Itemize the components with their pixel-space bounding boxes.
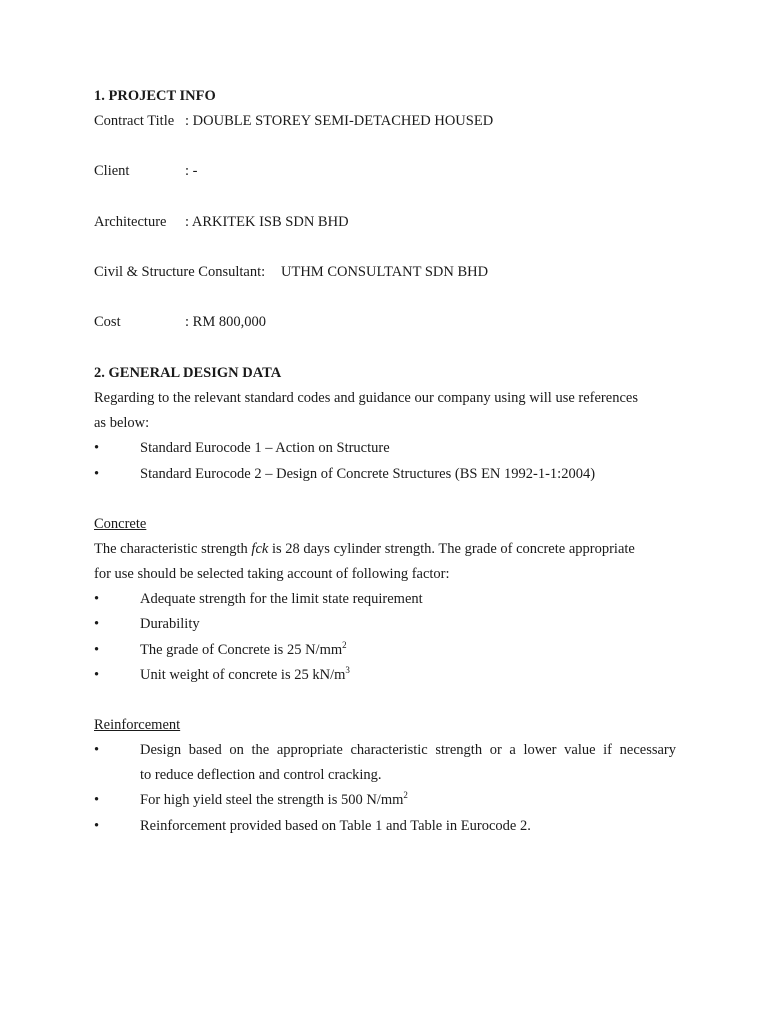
bullet-symbol: • bbox=[94, 591, 100, 607]
bullet-symbol: • bbox=[94, 667, 100, 683]
bullet-symbol: • bbox=[94, 466, 100, 482]
concrete-bullet-item: Adequate strength for the limit state requirement bbox=[140, 591, 423, 607]
client-label: Client bbox=[94, 163, 130, 179]
concrete-bullet-item bbox=[140, 665, 350, 685]
consultant-label: Civil & Structure Consultant: bbox=[94, 264, 266, 280]
superscript: 3 bbox=[345, 665, 350, 675]
contract-title-label: Contract Title bbox=[94, 113, 175, 129]
standard-item: Standard Eurocode 1 – Action on Structure bbox=[140, 440, 390, 456]
superscript: 2 bbox=[342, 640, 347, 650]
steel-strength-text: For high yield steel the strength is 500 N/mm bbox=[140, 792, 404, 808]
concrete-bullet-item: Durability bbox=[140, 616, 200, 632]
concrete-para-suffix: is 28 days cylinder strength. The grade of concrete appropriate bbox=[268, 541, 635, 557]
superscript: 2 bbox=[403, 790, 408, 800]
reinforcement-bullet-line-1: Design based on the appropriate characteristic strength or a lower value if necessary bbox=[140, 742, 676, 758]
reinforcement-bullet-item: Reinforcement provided based on Table 1 and Table in Eurocode 2. bbox=[140, 818, 531, 834]
subheading-concrete: Concrete bbox=[94, 516, 147, 532]
bullet-symbol: • bbox=[94, 616, 100, 632]
architecture-label: Architecture bbox=[94, 214, 167, 230]
intro-line-1: Regarding to the relevant standard codes and guidance our company using will use references bbox=[94, 390, 638, 406]
cost-label: Cost bbox=[94, 314, 121, 330]
cost-value: : RM 800,000 bbox=[185, 314, 266, 330]
concrete-weight-text: Unit weight of concrete is 25 kN/m bbox=[140, 667, 346, 683]
client-value: : - bbox=[185, 163, 198, 179]
concrete-para-prefix: The characteristic strength bbox=[94, 541, 252, 557]
consultant-value: UTHM CONSULTANT SDN BHD bbox=[281, 264, 489, 280]
contract-title-value: : DOUBLE STOREY SEMI-DETACHED HOUSED bbox=[185, 113, 494, 129]
bullet-symbol: • bbox=[94, 818, 100, 834]
bullet-symbol: • bbox=[94, 642, 100, 658]
concrete-bullet-item bbox=[140, 640, 347, 660]
reinforcement-bullet-item bbox=[140, 790, 408, 810]
section-heading-project-info: 1. PROJECT INFO bbox=[94, 88, 216, 104]
standard-item: Standard Eurocode 2 – Design of Concrete Structures (BS EN 1992-1-1:2004) bbox=[140, 466, 596, 482]
concrete-para-italic: fck bbox=[251, 541, 269, 557]
concrete-paragraph-line-1 bbox=[94, 539, 635, 559]
bullet-symbol: • bbox=[94, 742, 100, 758]
contract-title-row bbox=[94, 111, 174, 131]
subheading-reinforcement: Reinforcement bbox=[94, 717, 181, 733]
architecture-value: : ARKITEK ISB SDN BHD bbox=[185, 214, 349, 230]
concrete-grade-text: The grade of Concrete is 25 N/mm bbox=[140, 642, 343, 658]
intro-line-2: as below: bbox=[94, 415, 150, 431]
section-heading-general-design: 2. GENERAL DESIGN DATA bbox=[94, 365, 282, 381]
reinforcement-bullet-line-2: to reduce deflection and control cracking. bbox=[140, 767, 382, 783]
bullet-symbol: • bbox=[94, 440, 100, 456]
bullet-symbol: • bbox=[94, 792, 100, 808]
concrete-paragraph-line-2: for use should be selected taking account of following factor: bbox=[94, 566, 450, 582]
